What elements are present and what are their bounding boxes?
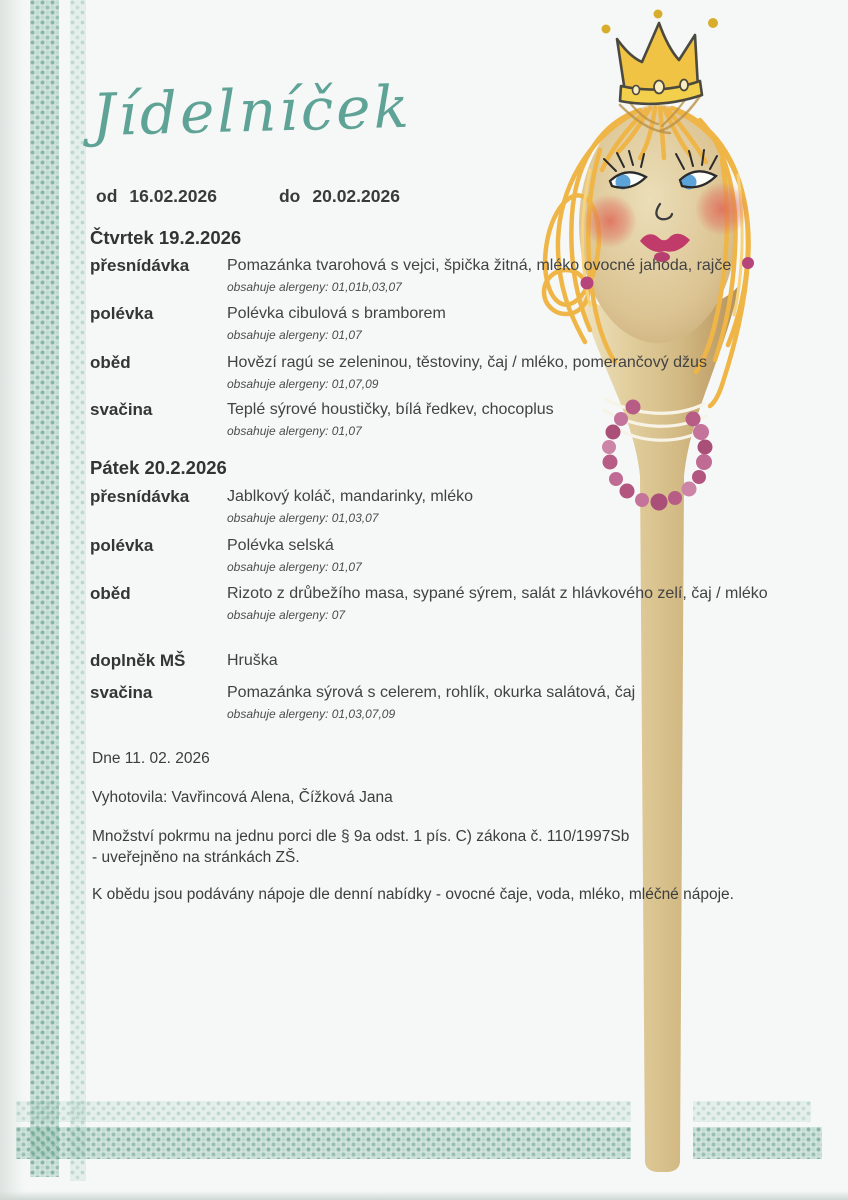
meal-text: Jablkový koláč, mandarinky, mléko [227,488,474,505]
meal-allergens: obsahuje alergeny: 01,01b,03,07 [227,280,402,294]
date-from-value: 16.02.2026 [129,186,217,206]
meal-label: svačina [90,683,153,702]
meal-label: oběd [90,584,131,603]
meal-text: Hovězí ragú se zeleninou, těstoviny, čaj / mléko, pomerančový džus [227,354,707,371]
meal-text: Hruška [227,652,278,669]
meal-text: Pomazánka tvarohová s vejci, špička žitná, mléko ovocné jahoda, rajče [227,257,732,274]
footer-date: Dne 11. 02. 2026 [92,750,210,767]
meal-row [90,682,779,721]
footer-drinks-note: K obědu jsou podávány nápoje dle denní nabídky - ovocné čaje, voda, mléko, mléčné nápoje. [92,886,734,903]
meal-row [90,535,779,574]
meal-row [90,583,779,622]
meal-label: přesnídávka [90,487,190,506]
date-to-label: do [278,186,301,206]
footer-portion-note [92,826,629,868]
meal-text: Polévka selská [227,537,334,554]
date-range [96,186,400,207]
day-heading-friday: Pátek 20.2.2026 [90,457,227,478]
meal-row [90,352,779,391]
date-to-value: 20.02.2026 [312,186,400,206]
meal-row [90,486,779,525]
meal-text: Teplé sýrové houstičky, bílá ředkev, chocoplus [227,401,554,418]
meal-label: svačina [90,400,153,419]
meal-text: Rizoto z drůbežího masa, sypané sýrem, salát z hlávkového zelí, čaj / mléko [227,585,768,602]
meal-label: polévka [90,304,154,323]
footer-portion-note-line1: Množství pokrmu na jednu porci dle § 9a odst. 1 pís. C) zákona č. 110/1997Sb [92,828,630,845]
meal-row [90,650,779,674]
date-from-label: od [96,186,118,206]
meal-allergens: obsahuje alergeny: 01,07 [227,328,362,342]
footer-prepared-by: Vyhotovila: Vavřincová Alena, Čížková Jana [92,789,393,806]
page-title: Jídelníček [91,72,413,150]
meal-label: oběd [90,353,131,372]
meal-allergens: obsahuje alergeny: 01,03,07,09 [227,707,396,721]
meal-label: doplněk MŠ [90,651,186,670]
meal-allergens: obsahuje alergeny: 01,07 [227,424,362,438]
meal-label: přesnídávka [90,256,190,275]
meal-label: polévka [90,536,154,555]
scan-edge-bottom [0,1191,848,1200]
meal-allergens: obsahuje alergeny: 01,07,09 [227,377,379,391]
day-heading-thursday: Čtvrtek 19.2.2026 [90,227,242,248]
meal-text: Pomazánka sýrová s celerem, rohlík, okurka salátová, čaj [227,684,636,701]
meal-row [90,255,779,294]
meal-row [90,399,779,438]
meal-allergens: obsahuje alergeny: 01,03,07 [227,511,379,525]
meal-allergens: obsahuje alergeny: 07 [227,608,346,622]
meal-row [90,303,779,342]
meal-text: Polévka cibulová s bramborem [227,305,446,322]
meal-allergens: obsahuje alergeny: 01,07 [227,560,362,574]
footer-portion-note-line2: - uveřejněno na stránkách ZŠ. [92,849,300,866]
